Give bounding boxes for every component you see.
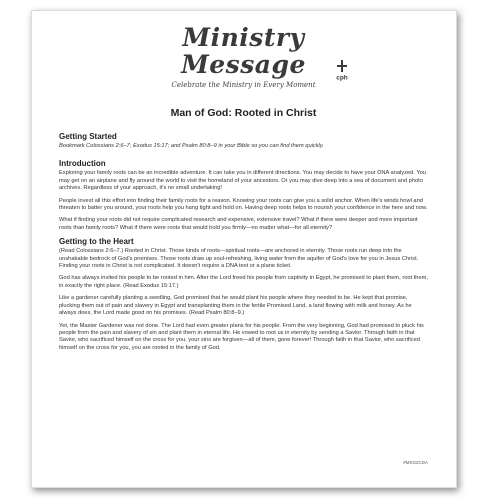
introduction-paragraph-1: Exploring your family roots can be an incredible adventure. It can take you in different directions. You may decide to have your DNA analyzed. You may get on an airplane and fly around the world to visit the homeland of your ancestors. Or you may dive deep into a sea of document and photo archives. Regardless of your approach, it's no small undertaking! [59, 170, 426, 192]
masthead-logo [59, 11, 428, 103]
heart-paragraph-1: (Read Colossians 2:6–7.) Rooted in Christ. Those kinds of roots—spiritual roots—are anchored in eternity. Those roots run deep into the unshakable bedrock of God's promises. Those roots draw up soul-refreshing, living water from the aquifer of God's love for you in Jesus Christ. Finding your roots in Christ is not complicated. It doesn't require a DNA test or a plane ticket. [59, 248, 419, 270]
cph-mark-text: cph [336, 74, 348, 81]
section-heading-getting-started: Getting Started [59, 132, 117, 141]
section-heading-getting-to-the-heart: Getting to the Heart [59, 237, 134, 247]
heart-paragraph-3: Like a gardener carefully planting a seedling, God promised that he would plant his people where they needed to be. He kept that promise, plucking them out of pain and slavery in Egypt and transplanting them in the fertile Promised Land, a land flowing with milk and honey. As he always does, the Lord made good on his promises. (Read Psalm 80:8–9.) [59, 295, 412, 317]
heart-paragraph-2: God has always invited his people to be rooted in him. After the Lord freed his people from captivity in Egypt, he promised to plant them, root them, in exactly the right place. (Read Exodus 15:17.) [59, 275, 428, 289]
footer-code: #MXG2CDA [403, 460, 428, 465]
logo-title-ministry: Ministry [182, 23, 305, 52]
page-title: Man of God: Rooted in Christ [170, 107, 317, 119]
section-heading-introduction: Introduction [59, 159, 106, 169]
logo-tagline: Celebrate the Ministry in Every Moment [171, 81, 316, 89]
getting-started-text: Bookmark Colossians 2:6–7; Exodus 15:17; and Psalm 80:8–9 in your Bible so you can find them quickly. [59, 143, 324, 149]
heart-paragraph-4: Yet, the Master Gardener was not done. The Lord had even greater plans for his people. From the very beginning, God had promised to pluck his people from the pain and slavery of sin and plant them in eternal life. He vowed to root us in eternity by sending a Savior. Through faith in that Savior, who sacrificed himself on the cross for you, your sins are forgiven—all of them, gone forever! Through faith in that Savior, who sacrificed himself on the cross for you, you are rooted in the family of God. [59, 322, 424, 351]
logo-title-message: Message [181, 50, 306, 79]
cph-cross-logo-icon [332, 59, 352, 81]
document-page [31, 10, 457, 488]
introduction-paragraph-2: People invest all this effort into finding their family roots for a reason. Knowing your roots can give you a solid anchor. When life's winds howl and threaten to batter you around, your roots help you hang tight and hold on. Having deep roots helps to nourish your confidence in the here and now. [59, 197, 428, 212]
introduction-paragraph-3: What if finding your roots did not require complicated research and expensive, extensive travel? What if there were deeper and more important roots than family roots? What if there were roots that would hold you firmly—no matter what—for all eternity? [59, 217, 418, 231]
